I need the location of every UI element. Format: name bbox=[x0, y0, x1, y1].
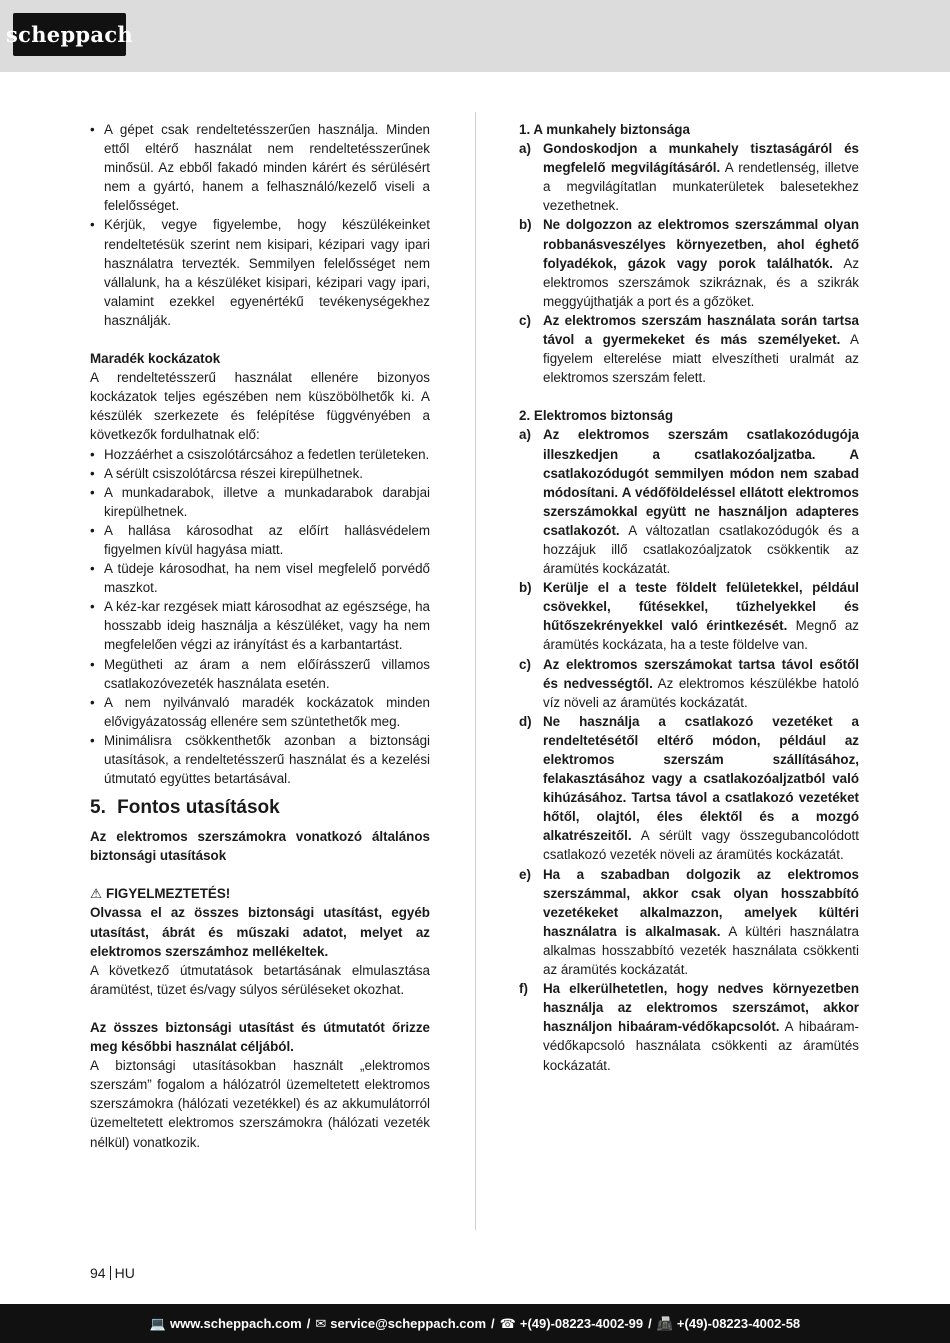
intro-bullet-list bbox=[90, 120, 430, 330]
list-item: • A kéz-kar rezgések miatt károsodhat az egészsége, ha hosszabb ideig használja a készüléket, vagy ha nem megfelelően végzi az irányítást és a karbantartást. bbox=[90, 597, 430, 654]
header-band bbox=[0, 0, 950, 72]
list-item: • A nem nyilvánvaló maradék kockázatok minden elővigyázatosság ellenére sem szüntethetők meg. bbox=[90, 693, 430, 731]
electrical-safety-list bbox=[519, 425, 859, 1074]
keep-instructions-bold: Az összes biztonsági utasítást és útmutatót őrizze meg későbbi használat céljából. bbox=[90, 1019, 430, 1055]
list-item: • Megütheti az áram a nem előírásszerű villamos csatlakozóvezeték használata esetén. bbox=[90, 655, 430, 693]
section-number: 5. bbox=[90, 797, 106, 819]
footer-bar: 💻 www.scheppach.com / ✉ service@scheppach.com / ☎ +(49)-08223-4002-99 / 📠 +(49)-08223-4002-58 bbox=[0, 1304, 950, 1343]
list-item: • A hallása károsodhat az előírt hallásvédelem figyelmen kívül hagyása miatt. bbox=[90, 521, 430, 559]
mail-icon: ✉ bbox=[315, 1315, 327, 1331]
section-title: Fontos utasítások bbox=[117, 797, 280, 819]
list-item: • A sérült csiszolótárcsa részei kirepülhetnek. bbox=[90, 464, 430, 483]
warning-label: FIGYELMEZTETÉS! bbox=[106, 886, 231, 902]
warning-heading bbox=[90, 884, 430, 903]
list-item: c) Az elektromos szerszám használata során tartsa távol a gyermekeket és más személyeket. A figyelem elterelése miatt elveszítheti uralmát az elektromos szerszám felett. bbox=[519, 312, 859, 386]
column-divider bbox=[475, 112, 476, 1230]
list-item: e) Ha a szabadban dolgozik az elektromos szerszámmal, akkor csak olyan hosszabbító vezetékeket alkalmazzon, amelyek kültéri használatra is alkalmasak. A kültéri használatra alkalmas hosszabbító vezeték használata csökkenti az áramütés kockázatát. bbox=[519, 866, 859, 978]
warning-bold-text: Olvassa el az összes biztonsági utasítást, egyéb utasítást, ábrát és műszaki adatot, melyet az elektromos szerszámhoz mellékeltek. bbox=[90, 905, 430, 959]
list-item: • Minimálisra csökkenthetők azonban a biztonsági utasítások, a rendeltetésszerű használat és a kezelési útmutató együttes betartásával. bbox=[90, 731, 430, 788]
list-item: • Kérjük, vegye figyelembe, hogy készülékeinket rendeltetésük szerint nem kisipari, kézipari vagy ipari használatra tervezték. Semmilyen felelősséget nem vállalunk, ha a készüléket kisipari, kézipari vagy ipari, valamint ezekkel egyenértékű tevékenységekhez használják. bbox=[90, 215, 430, 330]
warning-icon: ⚠ bbox=[90, 886, 103, 902]
list-item: • A tüdeje károsodhat, ha nem visel megfelelő porvédő maszkot. bbox=[90, 559, 430, 597]
page-number-value: 94 bbox=[90, 1265, 106, 1281]
residual-risks-heading: Maradék kockázatok bbox=[90, 351, 221, 367]
warning-text: A következő útmutatások betartásának elmulasztása áramütést, tüzet és/vagy súlyos sérüléseket okozhat. bbox=[90, 962, 430, 997]
keep-instructions-text: A biztonsági utasításokban használt „elektromos szerszám” fogalom a hálózatról üzemeltetett elektromos szerszámokra (hálózati vezetékkel) és az akkumulátorról üzemeltetett elektromos szerszámokra (hálózati vezeték nélkül) vonatkozik. bbox=[90, 1058, 430, 1150]
list-item: c) Az elektromos szerszámokat tartsa távol esőtől és nedvességtől. Az elektromos készülékbe hatoló víz növeli az áramütés kockázatát. bbox=[519, 656, 860, 710]
residual-risks-list bbox=[90, 445, 430, 789]
footer-fax: +(49)-08223-4002-58 bbox=[676, 1316, 801, 1331]
workplace-safety-heading: 1. A munkahely biztonsága bbox=[519, 122, 690, 137]
left-column bbox=[90, 120, 430, 1152]
workplace-safety-list bbox=[519, 139, 859, 387]
list-item: • Hozzáérhet a csiszolótárcsához a fedetlen területeken. bbox=[90, 445, 430, 464]
list-item: • A munkadarabok, illetve a munkadarabok darabjai kirepülhetnek. bbox=[90, 483, 430, 521]
list-item: a) Gondoskodjon a munkahely tisztaságáról és megfelelő megvilágításáról. A rendetlenség, illetve a megvilágítatlan munkaterületek balesetekhez vezethetnek. bbox=[519, 141, 859, 214]
residual-risks-text: A rendeltetésszerű használat ellenére bizonyos kockázatok teljes egészében nem küszöbölhetők ki. A készülék szerkezete és felépítése függvényében a következők fordulhatnak elő: bbox=[90, 370, 430, 443]
list-item: f) Ha elkerülhetetlen, hogy nedves környezetben használja az elektromos szerszámot, akkor használjon hibaáram-védőkapcsolót. A hibaáram-védőkapcsoló használata csökkenti az áramütés kockázatát. bbox=[519, 981, 859, 1073]
page-language: HU bbox=[114, 1265, 135, 1281]
scheppach-logo: scheppach bbox=[13, 13, 126, 56]
general-safety-heading: Az elektromos szerszámokra vonatkozó általános biztonsági utasítások bbox=[90, 829, 430, 864]
list-item: • A gépet csak rendeltetésszerűen használja. Minden ettől eltérő használat nem rendeltetésszerűnek minősül. Az ebből fakadó minden kárért és sérülésért nem a gyártó, hanem a felhasználó/kezelő viseli a felelősséget. bbox=[90, 120, 430, 215]
electrical-safety-heading: 2. Elektromos biztonság bbox=[519, 408, 674, 424]
computer-icon: 💻 bbox=[149, 1315, 167, 1331]
phone-icon: ☎ bbox=[499, 1315, 516, 1331]
fax-icon: 📠 bbox=[656, 1315, 673, 1331]
right-column bbox=[519, 120, 859, 1075]
list-item: b) Kerülje el a teste földelt felületekkel, például csövekkel, fűtésekkel, tűzhelyekkel és hűtőszekrényekkel való érintkezését. Megnő az áramütés kockázata, ha a teste földelve van. bbox=[519, 580, 859, 653]
footer-email-link[interactable]: service@scheppach.com bbox=[330, 1316, 487, 1331]
page-number bbox=[90, 1264, 135, 1282]
section-heading bbox=[90, 795, 430, 821]
list-item: b) Ne dolgozzon az elektromos szerszámmal olyan robbanásveszélyes környezetben, ahol éghető folyadékok, gázok vagy porok találhatók. Az elektromos szerszámok szikráznak, és a szikrák meggyújthatják a port és a gőzöket. bbox=[519, 217, 860, 309]
footer-website-link[interactable]: www.scheppach.com bbox=[170, 1316, 302, 1331]
list-item: d) Ne használja a csatlakozó vezetéket a rendeltetésétől eltérő módon, például az elektromos szerszám szállításához, felakasztásához vagy a csatlakozóaljzatból való kihúzásához. Tartsa távol a csatlakozó vezetéket hőtől, olajtól, éles élektől és a mozgó alkatrészeitől. A sérült vagy összegubancolódott csatlakozó vezeték növeli az áramütés kockázatát. bbox=[519, 713, 859, 863]
list-item: a) Az elektromos szerszám csatlakozódugója illeszkedjen a csatlakozóaljzatba. A csatlakozódugót semmilyen módon nem szabad módosítani. A védőföldeléssel ellátott elektromos szerszámokkal együtt ne használjon adapteres csatlakozót. A változatlan csatlakozódugók és a hozzájuk illő csatlakozóaljzatok csökkentik az áramütés kockázatát. bbox=[519, 427, 859, 577]
footer-phone: +(49)-08223-4002-99 bbox=[519, 1316, 644, 1331]
